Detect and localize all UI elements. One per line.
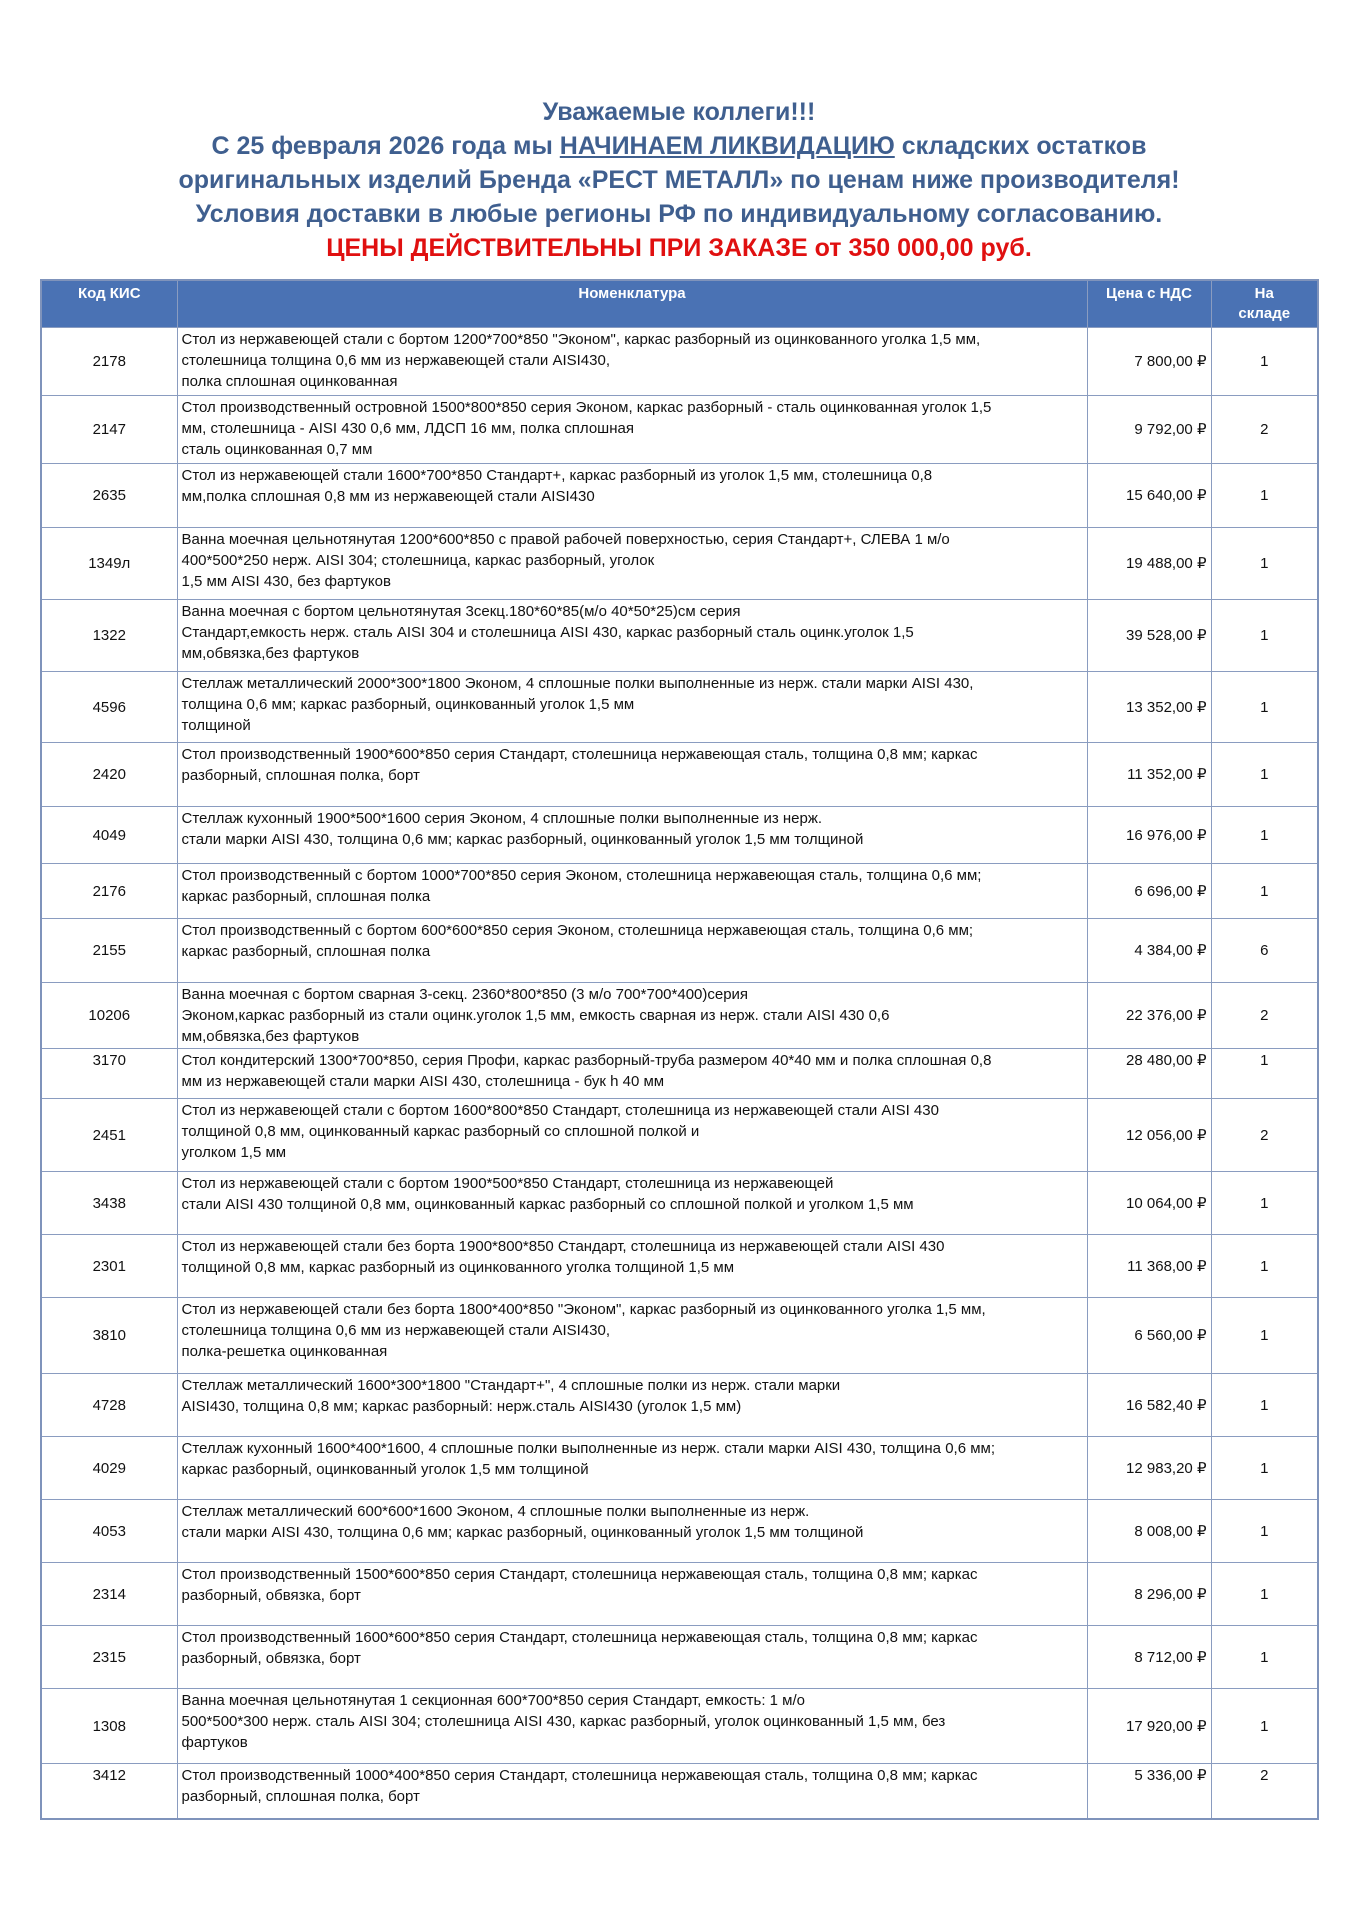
cell-price: 17 920,00 ₽ [1087, 1689, 1211, 1764]
cell-name: Стол из нержавеющей стали с бортом 1900*500*850 Стандарт, столешница из нержавеющей стали AISI 430 толщиной 0,8 мм, оцинкованный каркас разборный со сплошной полкой и уголком 1,5 мм [177, 1172, 1087, 1235]
cell-price: 12 983,20 ₽ [1087, 1437, 1211, 1500]
cell-price: 12 056,00 ₽ [1087, 1099, 1211, 1172]
cell-name: Стол производственный 1500*600*850 серия Стандарт, столешница нержавеющая сталь, толщина 0,8 мм; каркас разборный, обвязка, борт [177, 1563, 1087, 1626]
table-row [41, 1172, 1318, 1235]
cell-name: Стол из нержавеющей стали 1600*700*850 Стандарт+, каркас разборный из уголок 1,5 мм, столешница 0,8 мм,полка сплошная 0,8 мм из нержавеющей стали AISI430 [177, 464, 1087, 528]
header-code: Код КИС [41, 280, 177, 328]
cell-stock: 2 [1211, 983, 1318, 1049]
cell-price: 9 792,00 ₽ [1087, 396, 1211, 464]
table-row [41, 864, 1318, 919]
cell-code: 4049 [41, 807, 177, 864]
cell-name: Стеллаж кухонный 1600*400*1600, 4 сплошные полки выполненные из нерж. стали марки AISI 430, толщина 0,6 мм; каркас разборный, оцинкованный уголок 1,5 мм толщиной [177, 1437, 1087, 1500]
table-row [41, 743, 1318, 807]
cell-stock: 1 [1211, 1298, 1318, 1374]
cell-price: 8 296,00 ₽ [1087, 1563, 1211, 1626]
cell-price: 8 008,00 ₽ [1087, 1500, 1211, 1563]
table-row [41, 1099, 1318, 1172]
cell-code: 2635 [41, 464, 177, 528]
cell-price: 16 976,00 ₽ [1087, 807, 1211, 864]
cell-name: Стеллаж металлический 600*600*1600 Эконом, 4 сплошные полки выполненные из нерж. стали марки AISI 430, толщина 0,6 мм; каркас разборный, оцинкованный уголок 1,5 мм толщиной [177, 1500, 1087, 1563]
cell-stock: 1 [1211, 600, 1318, 672]
table-row [41, 1374, 1318, 1437]
cell-code: 2178 [41, 328, 177, 396]
cell-price: 4 384,00 ₽ [1087, 919, 1211, 983]
cell-code: 2176 [41, 864, 177, 919]
table-header-row [41, 280, 1318, 328]
cell-code: 2314 [41, 1563, 177, 1626]
cell-name: Стол из нержавеющей стали без борта 1900*800*850 Стандарт, столешница из нержавеющей стали AISI 430 толщиной 0,8 мм, каркас разборный из оцинкованного уголка толщиной 1,5 мм [177, 1235, 1087, 1298]
cell-stock: 1 [1211, 1235, 1318, 1298]
liquidation-notice [0, 129, 1358, 163]
cell-name: Стол производственный островной 1500*800*850 серия Эконом, каркас разборный - сталь оцинкованная уголок 1,5 мм, столешница - AISI 430 0,6 мм, ЛДСП 16 мм, полка сплошная сталь оцинкованная 0,7 мм [177, 396, 1087, 464]
cell-name: Ванна моечная с бортом цельнотянутая 3секц.180*60*85(м/о 40*50*25)см серия Стандарт,емкость нерж. сталь AISI 304 и столешница AISI 430, каркас разборный сталь оцинк.уголок 1,5 мм,обвязка,без фартуков [177, 600, 1087, 672]
table-row [41, 1298, 1318, 1374]
table-row [41, 1500, 1318, 1563]
cell-name: Стол кондитерский 1300*700*850, серия Профи, каркас разборный-труба размером 40*40 мм и полка сплошная 0,8 мм из нержавеющей стали марки AISI 430, столешница - бук h 40 мм [177, 1049, 1087, 1099]
cell-stock: 1 [1211, 1374, 1318, 1437]
table-row [41, 1563, 1318, 1626]
cell-stock: 1 [1211, 1500, 1318, 1563]
cell-name: Стол из нержавеющей стали с бортом 1200*700*850 "Эконом", каркас разборный из оцинкованного уголка 1,5 мм, столешница толщина 0,6 мм из нержавеющей стали AISI430, полка сплошная оцинкованная [177, 328, 1087, 396]
cell-name: Ванна моечная цельнотянутая 1 секционная 600*700*850 серия Стандарт, емкость: 1 м/о 500*500*300 нерж. сталь AISI 304; столешница AISI 430, каркас разборный, уголок оцинкованный 1,5 мм, без фартуков [177, 1689, 1087, 1764]
table-row [41, 528, 1318, 600]
cell-name: Стол производственный 1000*400*850 серия Стандарт, столешница нержавеющая сталь, толщина 0,8 мм; каркас разборный, сплошная полка, борт [177, 1764, 1087, 1819]
cell-stock: 2 [1211, 1764, 1318, 1819]
cell-price: 15 640,00 ₽ [1087, 464, 1211, 528]
cell-name: Стол производственный с бортом 600*600*850 серия Эконом, столешница нержавеющая сталь, толщина 0,6 мм; каркас разборный, сплошная полка [177, 919, 1087, 983]
cell-stock: 2 [1211, 396, 1318, 464]
cell-code: 2451 [41, 1099, 177, 1172]
cell-stock: 1 [1211, 807, 1318, 864]
table-row [41, 919, 1318, 983]
table-row [41, 983, 1318, 1049]
cell-price: 28 480,00 ₽ [1087, 1049, 1211, 1099]
cell-price: 13 352,00 ₽ [1087, 672, 1211, 743]
header-price: Цена с НДС [1087, 280, 1211, 328]
cell-stock: 1 [1211, 1172, 1318, 1235]
cell-code: 4029 [41, 1437, 177, 1500]
table-row [41, 1626, 1318, 1689]
cell-price: 8 712,00 ₽ [1087, 1626, 1211, 1689]
cell-price: 10 064,00 ₽ [1087, 1172, 1211, 1235]
minimum-order-notice: ЦЕНЫ ДЕЙСТВИТЕЛЬНЫ ПРИ ЗАКАЗЕ от 350 000,00 руб. [326, 234, 1032, 262]
table-row [41, 396, 1318, 464]
header-name: Номенклатура [177, 280, 1087, 328]
cell-code: 3170 [41, 1049, 177, 1099]
cell-stock: 2 [1211, 1099, 1318, 1172]
cell-name: Стеллаж металлический 1600*300*1800 "Стандарт+", 4 сплошные полки из нерж. стали марки AISI430, толщина 0,8 мм; каркас разборный: нерж.сталь AISI430 (уголок 1,5 мм) [177, 1374, 1087, 1437]
cell-stock: 6 [1211, 919, 1318, 983]
cell-stock: 1 [1211, 864, 1318, 919]
cell-name: Стол производственный 1900*600*850 серия Стандарт, столешница нержавеющая сталь, толщина 0,8 мм; каркас разборный, сплошная полка, борт [177, 743, 1087, 807]
table-row [41, 1437, 1318, 1500]
cell-name: Ванна моечная цельнотянутая 1200*600*850 с правой рабочей поверхностью, серия Стандарт+, СЛЕВА 1 м/о 400*500*250 нерж. AISI 304; столешница, каркас разборный, уголок 1,5 мм AISI 430, без фартуков [177, 528, 1087, 600]
table-row [41, 807, 1318, 864]
cell-code: 1308 [41, 1689, 177, 1764]
cell-code: 2315 [41, 1626, 177, 1689]
liquidation-emphasis: НАЧИНАЕМ ЛИКВИДАЦИЮ [559, 132, 895, 160]
cell-stock: 1 [1211, 1689, 1318, 1764]
cell-code: 1322 [41, 600, 177, 672]
table-row [41, 672, 1318, 743]
cell-price: 7 800,00 ₽ [1087, 328, 1211, 396]
cell-name: Стол из нержавеющей стали без борта 1800*400*850 "Эконом", каркас разборный из оцинкованного уголка 1,5 мм, столешница толщина 0,6 мм из нержавеющей стали AISI430, полка-решетка оцинкованная [177, 1298, 1087, 1374]
cell-code: 3438 [41, 1172, 177, 1235]
cell-code: 4596 [41, 672, 177, 743]
cell-stock: 1 [1211, 328, 1318, 396]
brand-notice: оригинальных изделий Бренда «РЕСТ МЕТАЛЛ» по ценам ниже производителя! [178, 166, 1180, 194]
cell-price: 19 488,00 ₽ [1087, 528, 1211, 600]
cell-stock: 1 [1211, 528, 1318, 600]
cell-name: Стол из нержавеющей стали с бортом 1600*800*850 Стандарт, столешница из нержавеющей стали AISI 430 толщиной 0,8 мм, оцинкованный каркас разборный со сплошной полкой и уголком 1,5 мм [177, 1099, 1087, 1172]
cell-price: 16 582,40 ₽ [1087, 1374, 1211, 1437]
cell-code: 3810 [41, 1298, 177, 1374]
cell-code: 2420 [41, 743, 177, 807]
table-body [41, 328, 1318, 1819]
cell-price: 11 368,00 ₽ [1087, 1235, 1211, 1298]
cell-name: Ванна моечная с бортом сварная 3-секц. 2360*800*850 (3 м/о 700*700*400)серия Эконом,каркас разборный из стали оцинк.уголок 1,5 мм, емкость сварная из нерж. стали AISI 430 0,6 мм,обвязка,без фартуков [177, 983, 1087, 1049]
table-row [41, 1235, 1318, 1298]
greeting: Уважаемые коллеги!!! [542, 98, 816, 126]
table-row [41, 1764, 1318, 1819]
table-row [41, 600, 1318, 672]
cell-stock: 1 [1211, 464, 1318, 528]
cell-stock: 1 [1211, 743, 1318, 807]
cell-name: Стеллаж кухонный 1900*500*1600 серия Эконом, 4 сплошные полки выполненные из нерж. стали марки AISI 430, толщина 0,6 мм; каркас разборный, оцинкованный уголок 1,5 мм толщиной [177, 807, 1087, 864]
cell-price: 39 528,00 ₽ [1087, 600, 1211, 672]
cell-name: Стеллаж металлический 2000*300*1800 Эконом, 4 сплошные полки выполненные из нерж. стали марки AISI 430, толщина 0,6 мм; каркас разборный, оцинкованный уголок 1,5 мм толщиной [177, 672, 1087, 743]
table-row [41, 1689, 1318, 1764]
table-row [41, 464, 1318, 528]
cell-stock: 1 [1211, 1626, 1318, 1689]
table-row [41, 328, 1318, 396]
cell-name: Стол производственный с бортом 1000*700*850 серия Эконом, столешница нержавеющая сталь, толщина 0,6 мм; каркас разборный, сплошная полка [177, 864, 1087, 919]
cell-code: 4728 [41, 1374, 177, 1437]
cell-stock: 1 [1211, 672, 1318, 743]
announcement-header [0, 95, 1358, 265]
liquidation-notice-end: складских остатков [894, 132, 1147, 160]
cell-code: 1349л [41, 528, 177, 600]
cell-code: 2155 [41, 919, 177, 983]
cell-stock: 1 [1211, 1049, 1318, 1099]
cell-code: 4053 [41, 1500, 177, 1563]
cell-price: 11 352,00 ₽ [1087, 743, 1211, 807]
header-stock: На складе [1211, 280, 1318, 328]
cell-price: 22 376,00 ₽ [1087, 983, 1211, 1049]
price-table [40, 279, 1319, 1820]
cell-name: Стол производственный 1600*600*850 серия Стандарт, столешница нержавеющая сталь, толщина 0,8 мм; каркас разборный, обвязка, борт [177, 1626, 1087, 1689]
cell-code: 10206 [41, 983, 177, 1049]
cell-price: 6 560,00 ₽ [1087, 1298, 1211, 1374]
cell-stock: 1 [1211, 1437, 1318, 1500]
cell-code: 2301 [41, 1235, 177, 1298]
cell-price: 5 336,00 ₽ [1087, 1764, 1211, 1819]
cell-price: 6 696,00 ₽ [1087, 864, 1211, 919]
table-row [41, 1049, 1318, 1099]
cell-code: 3412 [41, 1764, 177, 1819]
cell-stock: 1 [1211, 1563, 1318, 1626]
liquidation-notice-start: С 25 февраля 2026 года мы [211, 132, 560, 160]
cell-code: 2147 [41, 396, 177, 464]
delivery-notice: Условия доставки в любые регионы РФ по индивидуальному согласованию. [195, 200, 1163, 228]
